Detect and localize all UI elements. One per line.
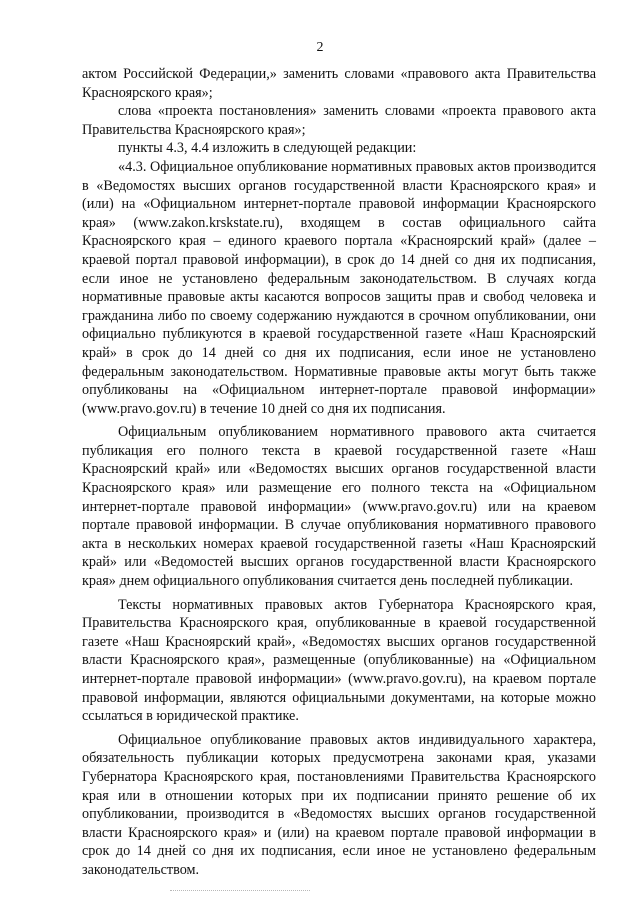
paragraph-replace-words: слова «проекта постановления» заменить словами «проекта правового акта Правительства Красноярского края»; <box>82 103 596 138</box>
paragraph-individual-acts: Официальное опубликование правовых актов индивидуального характера, обязательность публикации которых предусмотрена законами края, указами Губернатора Красноярского края, постановлениями Правительства Красноярского края или в отношении которых при их подписании принято решение об их опубликовании, производится в «Ведомостях высших органов государственной власти Красноярского края» и (или) на краевом портале правовой информации в срок до 14 дней со дня их подписания, если иное не установлено федеральным законодательством. <box>82 731 596 878</box>
document-body <box>82 65 596 880</box>
paragraph-continuation: актом Российской Федерации,» заменить словами «правового акта Правительства Красноярского края»; <box>82 66 596 101</box>
scan-artifact <box>170 890 310 893</box>
paragraph-official-texts: Тексты нормативных правовых актов Губернатора Красноярского края, Правительства Красноярского края, опубликованные в краевой государственной газете «Наш Красноярский край», «Ведомостях высших органов государственной власти Красноярского края», размещенные (опубликованные) на «Официальном интернет-портале правовой информации» (www.pravo.gov.ru), на краевом портале правовой информации, являются официальными документами, на которые можно ссылаться в юридической практике. <box>82 596 596 725</box>
paragraph-official-publication: Официальным опубликованием нормативного правового акта считается публикация его полного текста в краевой государственной газете «Наш Красноярский край» или «Ведомостях высших органов государственной власти Красноярского края» или размещение его полного текста на «Официальном интернет-портале правовой информации» (www.pravo.gov.ru) или на краевом портале правовой информации. В случае опубликования нормативного правового акта в нескольких номерах краевой государственной газеты «Наш Красноярский край» или «Ведомостей высших органов государственной власти Красноярского края» днем официального опубликования считается день последней публикации. <box>82 424 596 590</box>
paragraph-point-4-3: «4.3. Официальное опубликование нормативных правовых актов производится в «Ведомостях высших органов государственной власти Красноярского края» и (или) на «Официальном интернет-портале правовой информации Красноярского края» (www.zakon.krskstate.ru), входящем в состав официального сайта Красноярского края – единого краевого портала «Красноярский край» (далее – краевой портал правовой информации), в срок до 14 дней со дня их подписания, если иное не установлено федеральным законодательством. В случаях когда нормативные правовые акты касаются вопросов защиты прав и свобод человека и гражданина либо по своему содержанию нуждаются в срочном опубликовании, они официально публикуются в краевой государственной газете «Наш Красноярский край» в срок до 14 дней со дня их подписания, если иное не установлено федеральным законодательством. Нормативные правовые акты могут быть также опубликованы на «Официальном интернет-портале правовой информации» (www.pravo.gov.ru) в течение 10 дней со дня их подписания. <box>82 158 596 417</box>
page-number: 2 <box>316 40 324 55</box>
paragraph-points-intro: пункты 4.3, 4.4 изложить в следующей редакции: <box>118 140 417 157</box>
